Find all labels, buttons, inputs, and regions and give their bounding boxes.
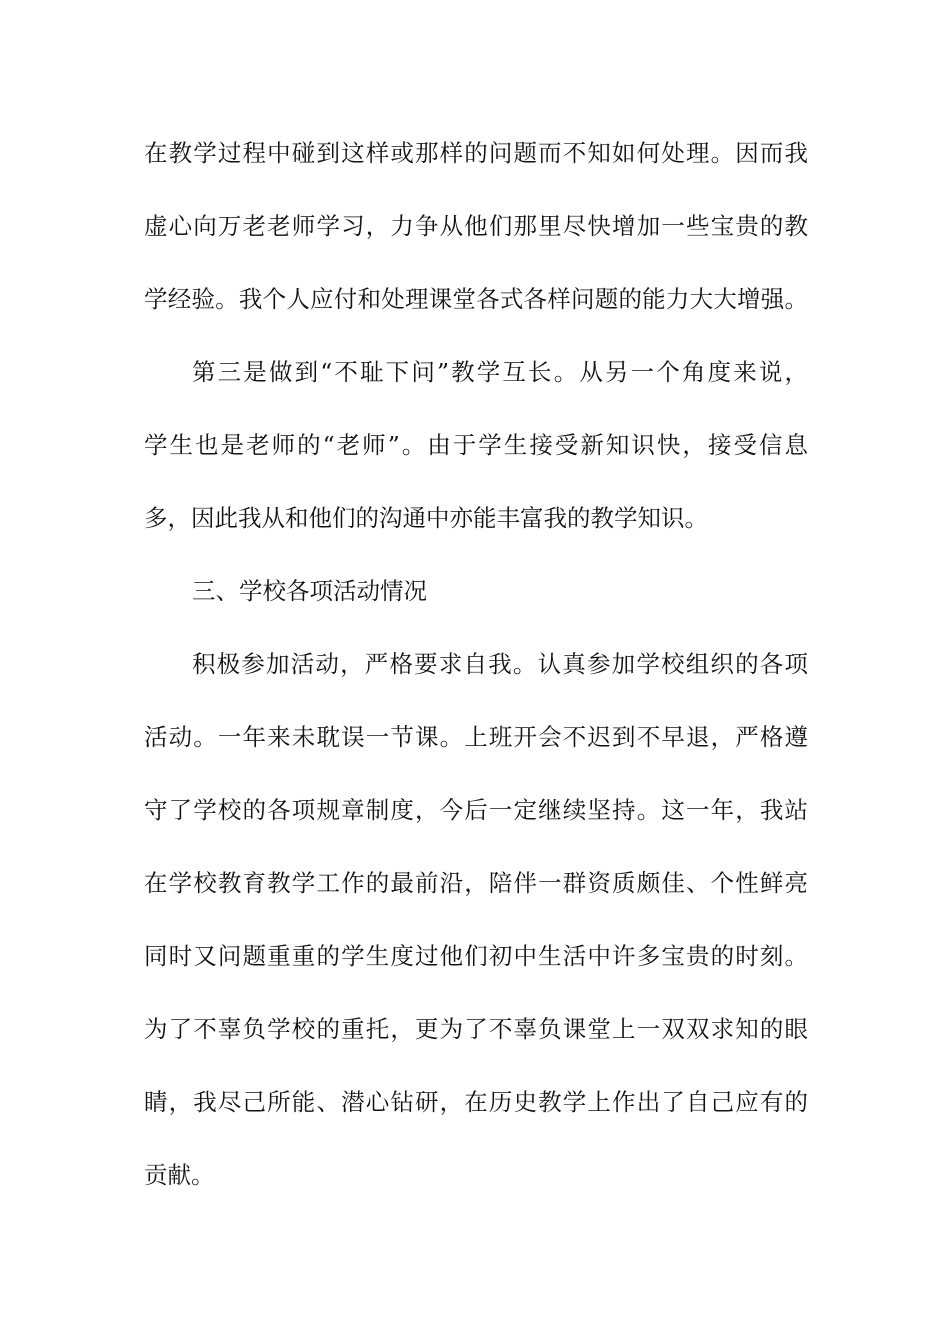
paragraph-line-14: 睛，我尽己所能、潜心钻研，在历史教学上作出了自己应有的	[144, 1088, 808, 1116]
section-heading: 三、学校各项活动情况	[192, 577, 427, 605]
paragraph-line-8: 积极参加活动，严格要求自我。认真参加学校组织的各项	[192, 650, 808, 678]
paragraph-line-15: 贡献。	[144, 1161, 215, 1189]
paragraph-line-1: 在教学过程中碰到这样或那样的问题而不知如何处理。因而我	[144, 139, 808, 167]
paragraph-line-12: 同时又问题重重的学生度过他们初中生活中许多宝贵的时刻。	[144, 942, 808, 970]
paragraph-line-9: 活动。一年来未耽误一节课。上班开会不迟到不早退，严格遵	[144, 723, 808, 751]
paragraph-line-6: 多，因此我从和他们的沟通中亦能丰富我的教学知识。	[144, 504, 708, 532]
paragraph-line-2: 虚心向万老老师学习，力争从他们那里尽快增加一些宝贵的教	[144, 212, 808, 240]
paragraph-line-10: 守了学校的各项规章制度，今后一定继续坚持。这一年，我站	[144, 796, 808, 824]
paragraph-line-3: 学经验。我个人应付和处理课堂各式各样问题的能力大大增强。	[144, 285, 808, 313]
paragraph-line-11: 在学校教育教学工作的最前沿，陪伴一群资质颇佳、个性鲜亮	[144, 869, 808, 897]
paragraph-line-5: 学生也是老师的“老师”。由于学生接受新知识快，接受信息	[144, 431, 808, 459]
paragraph-line-13: 为了不辜负学校的重托，更为了不辜负课堂上一双双求知的眼	[144, 1015, 808, 1043]
paragraph-line-4: 第三是做到“不耻下问”教学互长。从另一个角度来说，	[192, 358, 808, 386]
